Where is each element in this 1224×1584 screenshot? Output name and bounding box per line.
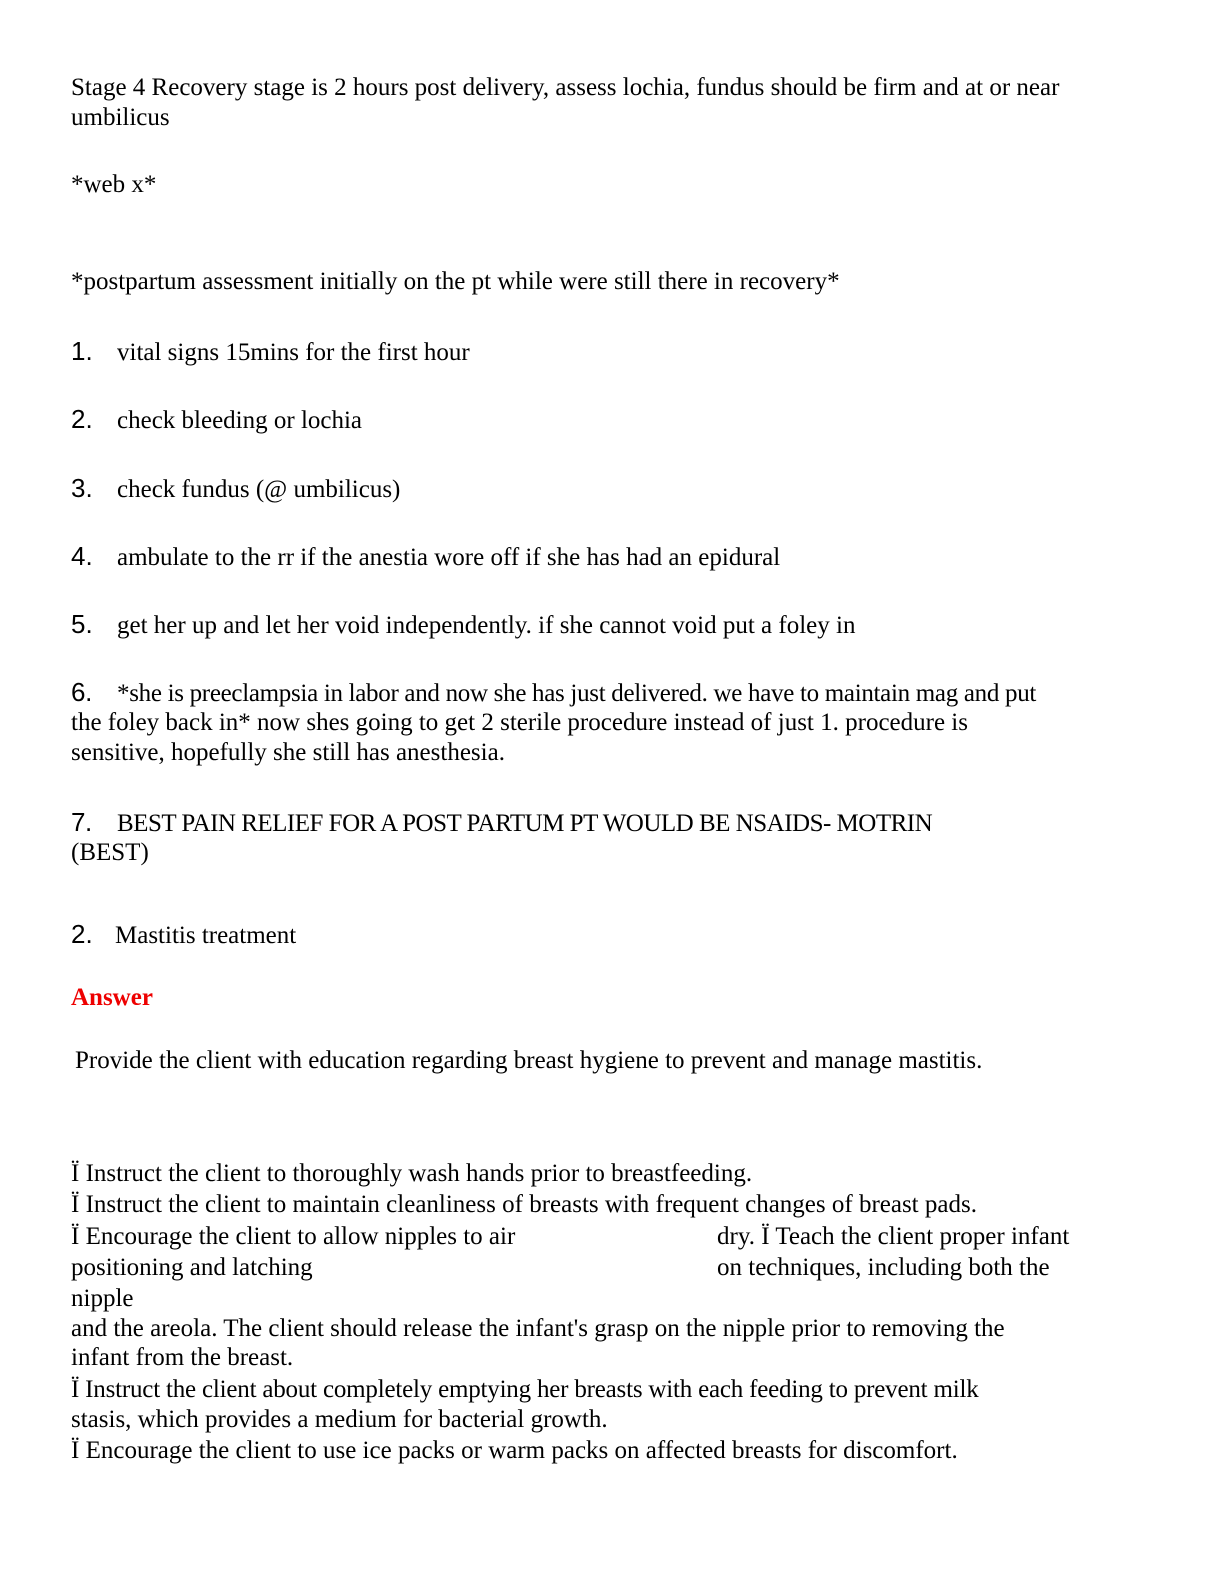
bullet-air-dry-right: dry. Ï Teach the client proper infant (717, 1223, 1070, 1250)
answer-intro: Provide the client with education regarding breast hygiene to prevent and manage mastitis. (75, 1047, 983, 1074)
bullet-air-dry-left: Ï Encourage the client to allow nipples to air (71, 1223, 516, 1250)
list-number: 5. (71, 609, 93, 639)
list-item-5 (71, 609, 855, 641)
list-text: check bleeding or lochia (117, 407, 363, 434)
bullet-ice-packs: Ï Encourage the client to use ice packs or warm packs on affected breasts for discomfort. (71, 1437, 958, 1464)
bullet-emptying-line1: Ï Instruct the client about completely emptying her breasts with each feeding to prevent milk (71, 1376, 979, 1403)
list-item-4 (71, 541, 780, 573)
question (71, 919, 296, 951)
list-text: BEST PAIN RELIEF FOR A POST PARTUM PT WOULD BE NSAIDS- MOTRIN (117, 810, 933, 837)
list-number: 7. (71, 807, 92, 837)
bullet-wash-hands: Ï Instruct the client to thoroughly wash hands prior to breastfeeding. (71, 1160, 753, 1187)
list-item-3 (71, 473, 400, 505)
list-item-1 (71, 336, 470, 368)
list-item-6-line1 (71, 677, 1036, 709)
list-item-6-line2: the foley back in* now shes going to get 2 sterile procedure instead of just 1. procedure is (71, 709, 968, 736)
list-number: 1. (71, 336, 93, 366)
web-note: *web x* (71, 171, 157, 198)
answer-label: Answer (71, 984, 153, 1011)
list-text: vital signs 15mins for the first hour (117, 339, 470, 366)
list-item-6-line3: sensitive, hopefully she still has anesthesia. (71, 739, 505, 766)
question-number: 2. (71, 919, 93, 949)
list-text: ambulate to the rr if the anestia wore off if she has had an epidural (117, 544, 781, 571)
list-item-2 (71, 404, 362, 436)
bullet-positioning-right: on techniques, including both the (717, 1254, 1050, 1281)
list-number: 3. (71, 473, 93, 503)
list-item-7-line1 (71, 807, 932, 839)
bullet-nipple: nipple (71, 1285, 134, 1312)
bullet-areola-line1: and the areola. The client should release the infant's grasp on the nipple prior to removing the (71, 1315, 1005, 1342)
bullet-areola-line2: infant from the breast. (71, 1344, 294, 1371)
list-text: check fundus (@ umbilicus) (117, 476, 401, 503)
bullet-positioning-left: positioning and latching (71, 1254, 313, 1281)
postpartum-note: *postpartum assessment initially on the pt while were still there in recovery* (71, 268, 840, 295)
stage4-text: Stage 4 Recovery stage is 2 hours post delivery, assess lochia, fundus should be firm and at or near umbilicus (71, 74, 1060, 131)
list-item-7-line2: (BEST) (71, 839, 149, 866)
list-text: get her up and let her void independently. if she cannot void put a foley in (117, 612, 856, 639)
question-text: Mastitis treatment (115, 922, 297, 949)
list-number: 4. (71, 541, 93, 571)
list-number: 2. (71, 404, 93, 434)
list-text: *she is preeclampsia in labor and now she has just delivered. we have to maintain mag and put (117, 680, 1037, 707)
bullet-emptying-line2: stasis, which provides a medium for bacterial growth. (71, 1406, 608, 1433)
bullet-cleanliness: Ï Instruct the client to maintain cleanliness of breasts with frequent changes of breast pads. (71, 1191, 977, 1218)
list-number: 6. (71, 677, 93, 707)
